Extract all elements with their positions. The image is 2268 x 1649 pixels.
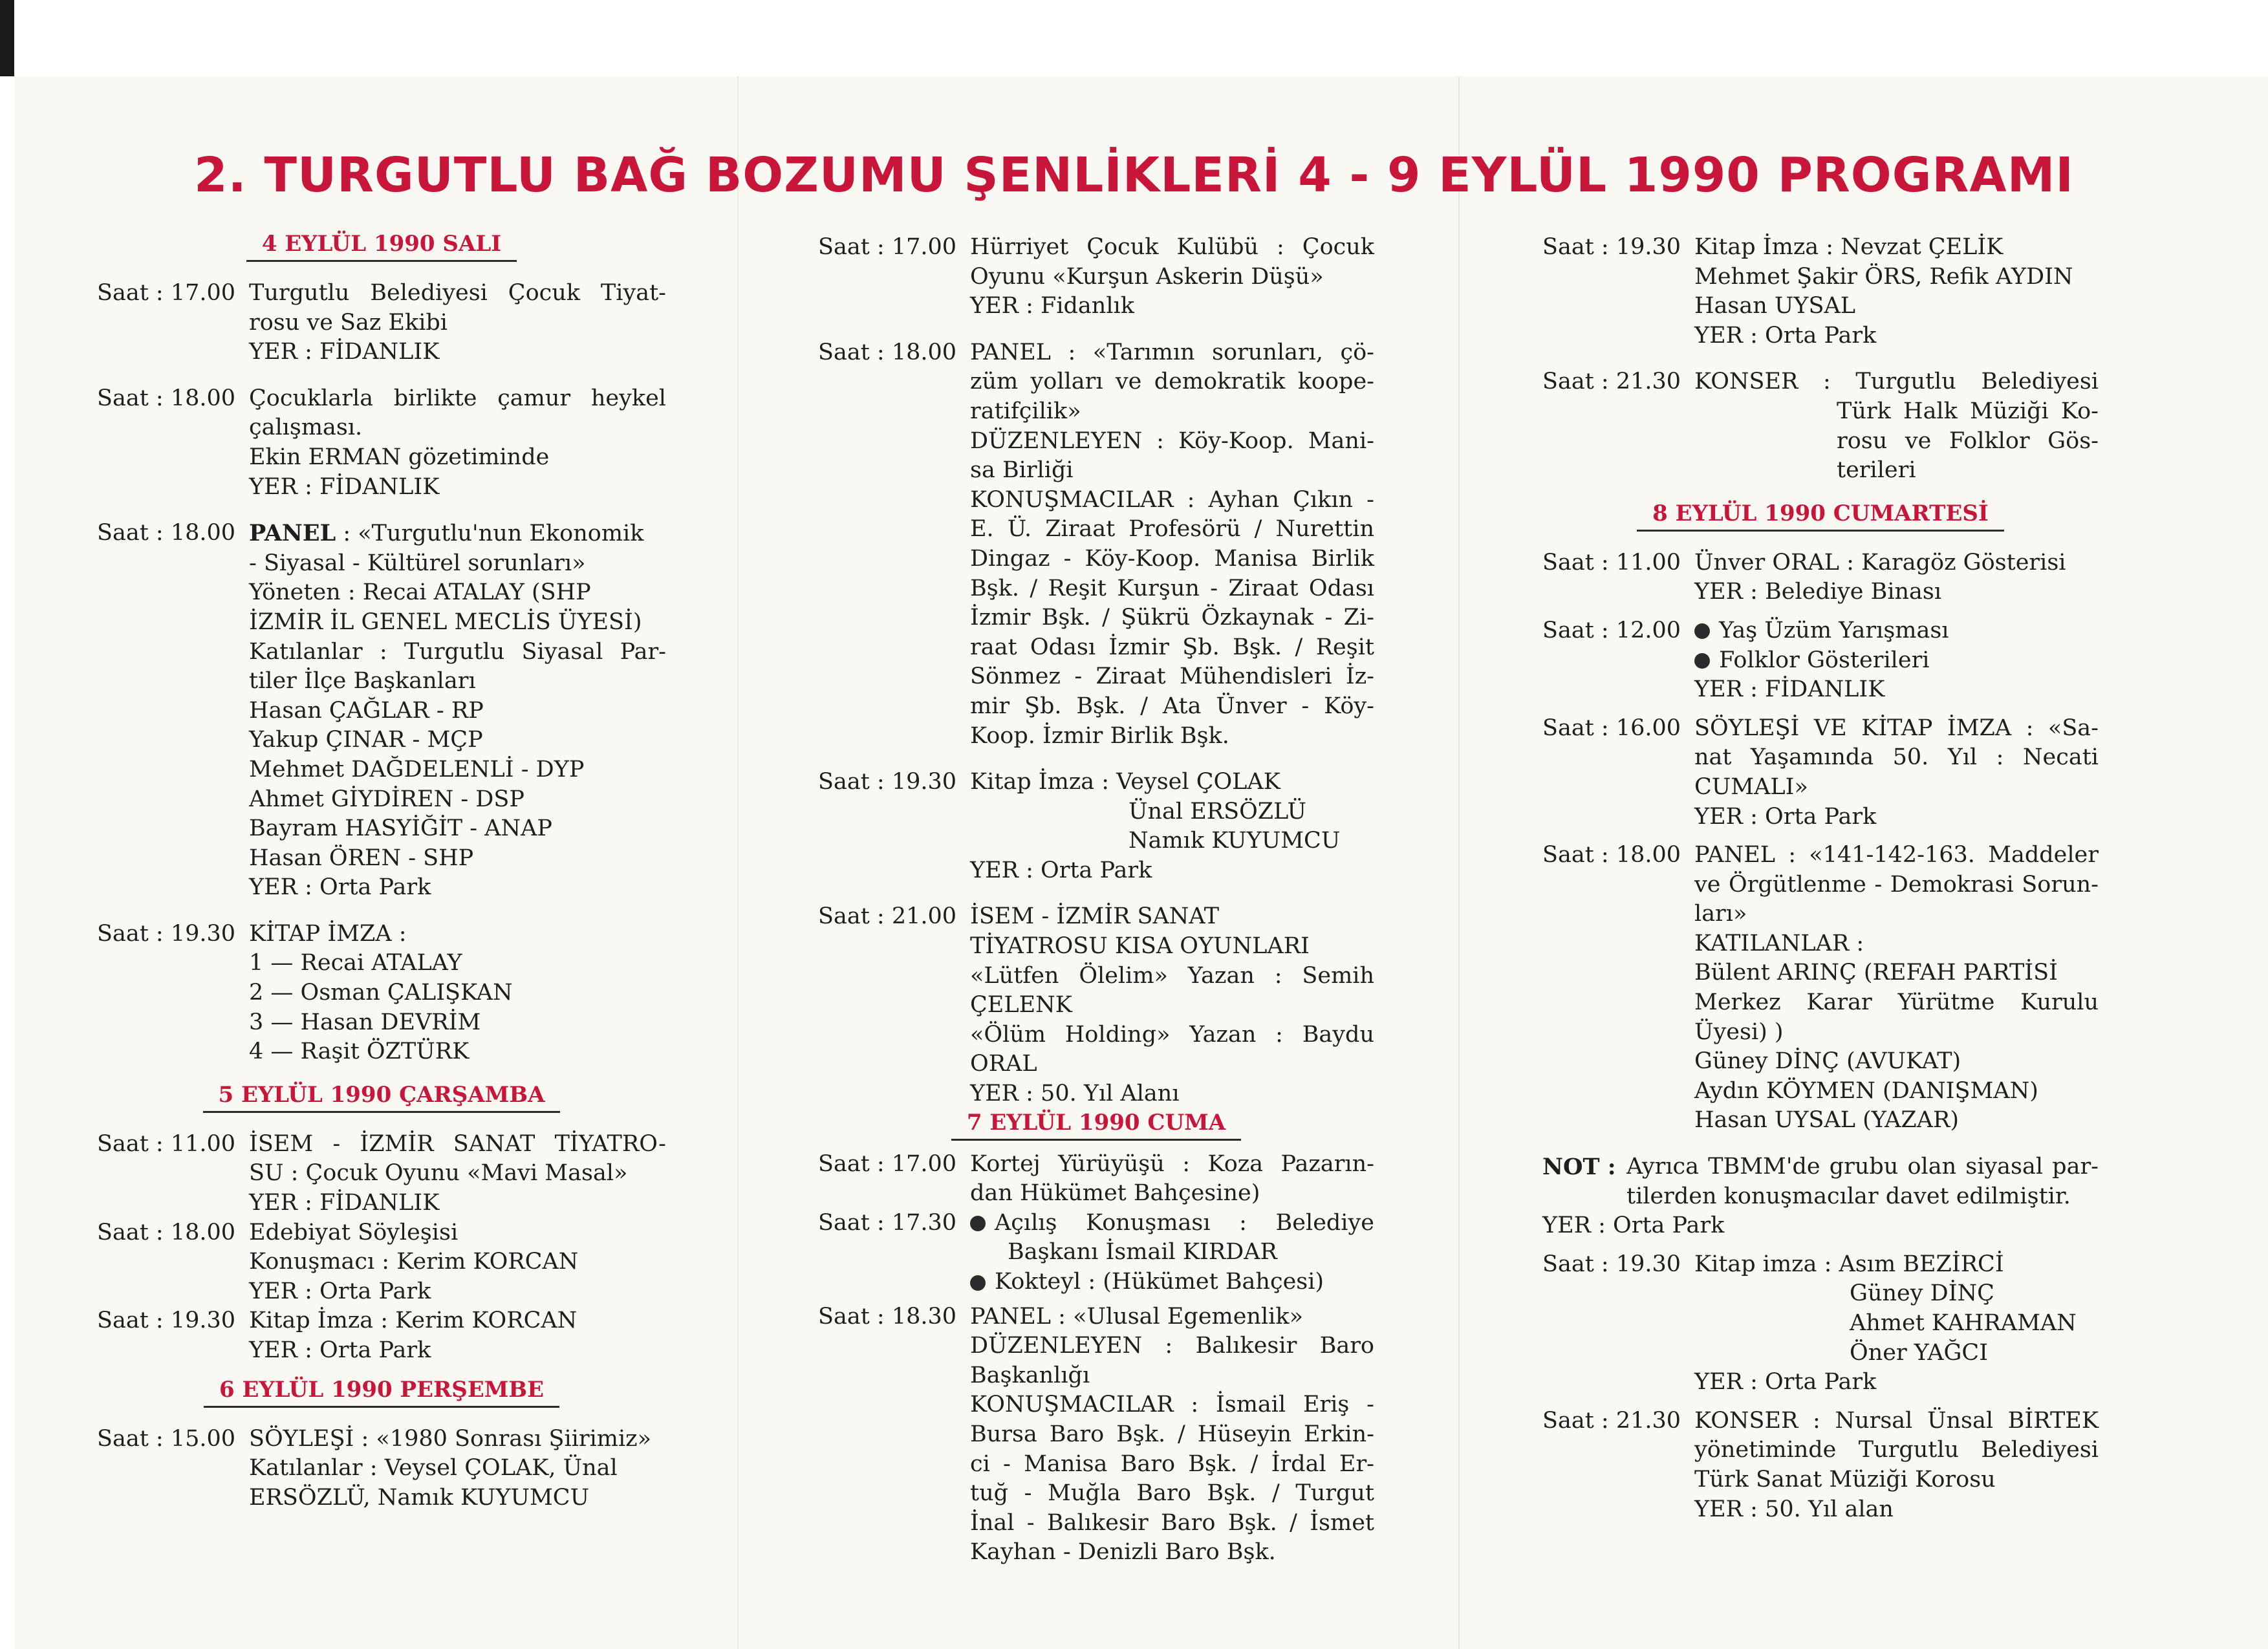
program-entry: Saat : 21.00 İSEM - İZMİR SANAT TİYATROSU KISA OYUNLARI «Lütfen Ölelim» Yazan : Semih ÇELENK «Ölüm Holding» Yazan : Baydu ORAL YER : 50. Yıl Alanı — [818, 902, 1374, 1108]
time: Saat : 18.00 — [97, 520, 236, 546]
program-entry: Saat : 18.00 PANEL : «141-142-163. Maddeler ve Örgütlenme - Demokrasi Sorun- ları» KATILANLAR : Bülent ARINÇ (REFAH PARTİSİ Merkez Karar Yürütme Kurulu Üyesi) ) Güney DİNÇ (AVUKAT) Aydın KÖYMEN (DANIŞMAN) Hasan UYSAL (YAZAR) — [1542, 841, 2099, 1136]
program-entry: Saat : 21.30 KONSER : Turgutlu Belediyesi Türk Halk Müziği Ko- rosu ve Folklor Gös- terileri — [1542, 367, 2099, 485]
time: Saat : 18.30 — [818, 1303, 957, 1330]
time: Saat : 17.00 — [818, 1150, 957, 1177]
program-entry: Saat : 12.00 Yaş Üzüm Yarışması Folklor Gösterileri YER : FİDANLIK — [1542, 616, 2099, 705]
bullet-icon — [970, 1275, 986, 1291]
scan-top-margin — [0, 0, 2268, 76]
program-column-2 — [818, 233, 1374, 1584]
program-column-3 — [1542, 233, 2099, 1541]
program-entry: Saat : 19.30 Kitap imza : Asım BEZİRCİ Güney DİNÇ Ahmet KAHRAMAN Öner YAĞCI YER : Orta Park — [1542, 1250, 2099, 1397]
page-title: 2. TURGUTLU BAĞ BOZUMU ŞENLİKLERİ 4 - 9 EYLÜL 1990 PROGRAMI — [194, 147, 2074, 203]
time: Saat : 11.00 — [1542, 549, 1681, 576]
day-heading: 5 EYLÜL 1990 ÇARŞAMBA — [97, 1084, 666, 1113]
note: NOT : Ayrıca TBMM'de grubu olan siyasal par- tilerden konuşmacılar davet edilmiştir. — [1542, 1152, 2099, 1211]
day-heading: 4 EYLÜL 1990 SALI — [97, 233, 666, 262]
time: Saat : 11.00 — [97, 1130, 236, 1157]
fold-line — [1458, 76, 1460, 1649]
note-label: NOT : — [1542, 1154, 1616, 1181]
program-entry: Saat : 19.30 Kitap İmza : Veysel ÇOLAK Ünal ERSÖZLÜ Namık KUYUMCU YER : Orta Park — [818, 768, 1374, 885]
time: Saat : 19.30 — [1542, 1251, 1681, 1277]
program-entry: Saat : 19.30 Kitap İmza : Kerim KORCAN YER : Orta Park — [97, 1306, 666, 1365]
time: Saat : 19.30 — [97, 1308, 236, 1334]
time: Saat : 18.00 — [97, 385, 236, 411]
day-heading: 8 EYLÜL 1990 CUMARTESİ — [1542, 502, 2099, 532]
time: Saat : 21.30 — [1542, 1407, 1681, 1434]
time: Saat : 17.30 — [818, 1209, 957, 1236]
time: Saat : 21.00 — [818, 903, 957, 930]
program-entry: Saat : 17.00 Kortej Yürüyüşü : Koza Pazarın- dan Hükümet Bahçesine) — [818, 1150, 1374, 1209]
time: Saat : 19.30 — [1542, 234, 1681, 260]
time: Saat : 19.30 — [818, 769, 957, 795]
program-entry: Saat : 19.30 Kitap İmza : Nevzat ÇELİK Mehmet Şakir ÖRS, Refik AYDIN Hasan UYSAL YER : Orta Park — [1542, 233, 2099, 350]
program-entry: Saat : 16.00 SÖYLEŞİ VE KİTAP İMZA : «Sa- nat Yaşamında 50. Yıl : Necati CUMALI» YER : Orta Park — [1542, 714, 2099, 832]
program-entry: Saat : 18.00 Edebiyat Söyleşisi Konuşmacı : Kerim KORCAN YER : Orta Park — [97, 1218, 666, 1307]
time: Saat : 12.00 — [1542, 617, 1681, 643]
program-entry: Saat : 15.00 SÖYLEŞİ : «1980 Sonrası Şiirimiz» Katılanlar : Veysel ÇOLAK, Ünal ERSÖZLÜ, Namık KUYUMCU — [97, 1425, 666, 1513]
program-entry: Saat : 18.30 PANEL : «Ulusal Egemenlik» DÜZENLEYEN : Balıkesir Baro Başkanlığı KONUŞMACILAR : İsmail Eriş - Bursa Baro Bşk. / Hüseyin Erkin- ci - Manisa Baro Bşk. / İrdal Er- tuğ - Muğla Baro Bşk. / Turgut İnal - Balıkesir Baro Bşk. / İsmet Kayhan - Denizli Baro Bşk. — [818, 1302, 1374, 1568]
program-entry: Saat : 18.00 Çocuklarla birlikte çamur heykel çalışması. Ekin ERMAN gözetiminde YER : FİDANLIK — [97, 384, 666, 502]
time: Saat : 17.00 — [818, 234, 957, 260]
bullet-icon — [1694, 623, 1710, 639]
program-entry: Saat : 17.30 Açılış Konuşması : Belediye Başkanı İsmail KIRDAR Kokteyl : (Hükümet Bahçesi) — [818, 1209, 1374, 1297]
time: Saat : 16.00 — [1542, 715, 1681, 741]
program-entry: Saat : 21.30 KONSER : Nursal Ünsal BİRTEK yönetiminde Turgutlu Belediyesi Türk Sanat Müziği Korosu YER : 50. Yıl alan — [1542, 1406, 2099, 1524]
program-entry: Saat : 11.00 Ünver ORAL : Karagöz Gösterisi YER : Belediye Binası — [1542, 548, 2099, 607]
scan-edge — [0, 0, 14, 76]
program-entry: Saat : 18.00 PANEL : «Tarımın sorunları, çö- züm yolları ve demokratik koope- ratifçilik» DÜZENLEYEN : Köy-Koop. Mani- sa Birliği KONUŞMACILAR : Ayhan Çıkın - E. Ü. Ziraat Profesörü / Nurettin Dingaz - Köy-Koop. Manisa Birlik Bşk. / Reşit Kurşun - Ziraat Odası İzmir Bşk. / Şükrü Özkaynak - Zi- raat Odası İzmir Şb. Bşk. / Reşit Sönmez - Ziraat Mühendisleri İz- mir Şb. Bşk. / Ata Ünver - Köy- Koop. İzmir Birlik Bşk. — [818, 338, 1374, 751]
day-heading: 7 EYLÜL 1990 CUMA — [818, 1112, 1374, 1141]
time: Saat : 21.30 — [1542, 369, 1681, 395]
program-entry: Saat : 17.00 Turgutlu Belediyesi Çocuk Tiyat- rosu ve Saz Ekibi YER : FİDANLIK — [97, 279, 666, 367]
program-column-1 — [97, 233, 666, 1529]
program-entry: Saat : 19.30 KİTAP İMZA : 1 — Recai ATALAY 2 — Osman ÇALIŞKAN 3 — Hasan DEVRİM 4 — Raşit ÖZTÜRK — [97, 920, 666, 1067]
bullet-icon — [970, 1216, 986, 1231]
program-entry: Saat : 17.00 Hürriyet Çocuk Kulübü : Çocuk Oyunu «Kurşun Askerin Düşü» YER : Fidanlık — [818, 233, 1374, 321]
note-location: YER : Orta Park — [1542, 1212, 1725, 1239]
time: Saat : 18.00 — [818, 339, 957, 365]
time: Saat : 19.30 — [97, 920, 236, 947]
program-entry: Saat : 18.00 PANEL : «Turgutlu'nun Ekonomik - Siyasal - Kültürel sorunları» Yöneten : Recai ATALAY (SHP İZMİR İL GENEL MECLİS ÜYESİ) Katılanlar : Turgutlu Siyasal Par- tiler İlçe Başkanları Hasan ÇAĞLAR - RP Yakup ÇINAR - MÇP Mehmet DAĞDELENLİ - DYP Ahmet GİYDİREN - DSP Bayram HASYİĞİT - ANAP Hasan ÖREN - SHP YER : Orta Park — [97, 519, 666, 903]
day-heading: 6 EYLÜL 1990 PERŞEMBE — [97, 1379, 666, 1408]
fold-line — [737, 76, 739, 1649]
program-entry: Saat : 11.00 İSEM - İZMİR SANAT TİYATRO- SU : Çocuk Oyunu «Mavi Masal» YER : FİDANLIK — [97, 1130, 666, 1218]
time: Saat : 18.00 — [1542, 842, 1681, 868]
time: Saat : 15.00 — [97, 1425, 236, 1452]
time: Saat : 17.00 — [97, 280, 236, 306]
time: Saat : 18.00 — [97, 1219, 236, 1245]
bullet-icon — [1694, 653, 1710, 669]
